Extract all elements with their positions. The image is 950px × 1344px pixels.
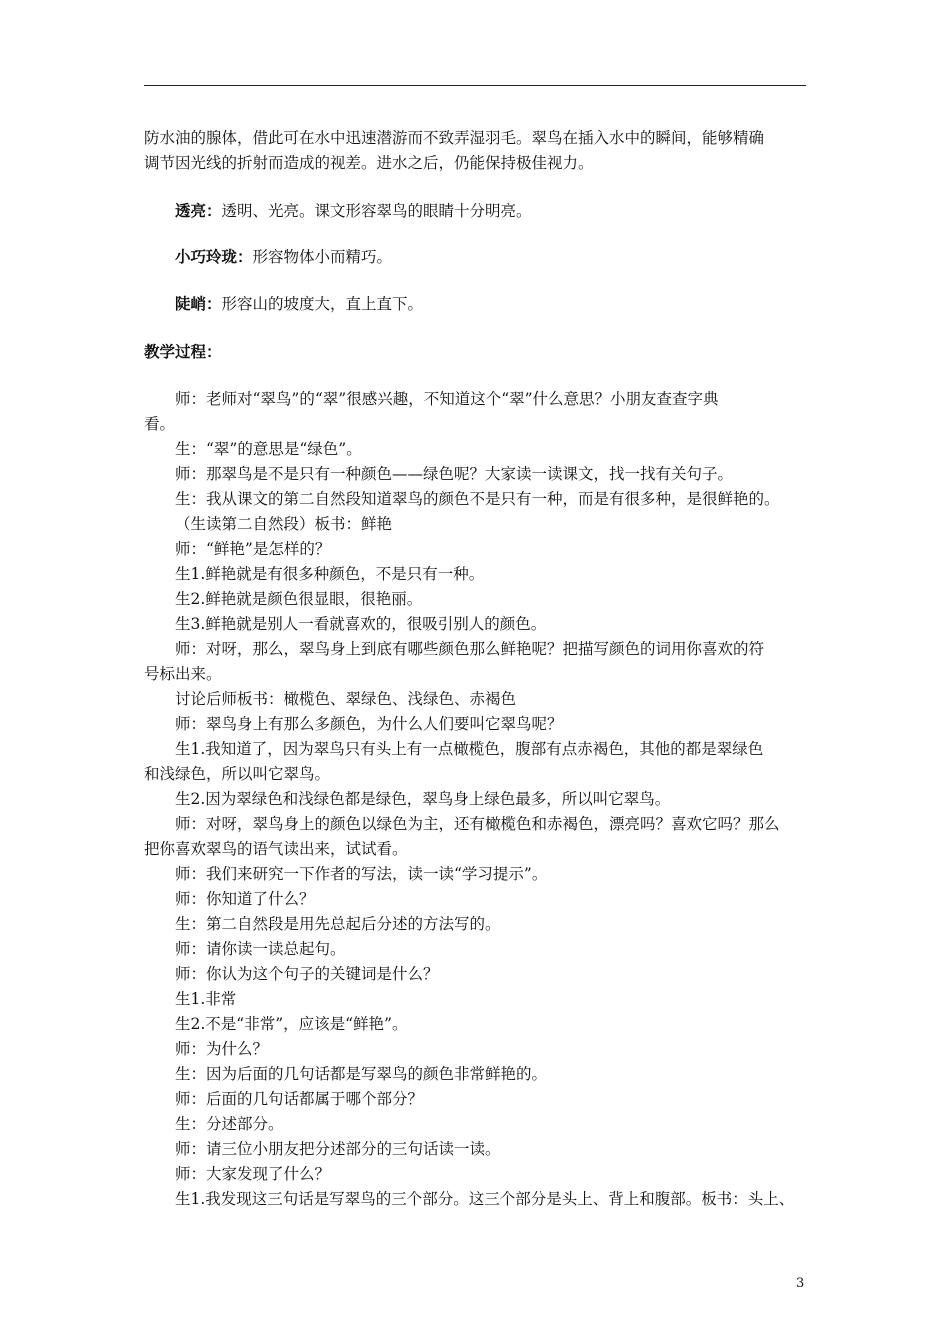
body-line: 生1.我发现这三句话是写翠鸟的三个部分。这三个部分是头上、背上和腹部。板书：头上、: [175, 1190, 795, 1208]
page-number: 3: [796, 1276, 805, 1291]
body-line: 师：后面的几句话都属于哪个部分？: [175, 1090, 424, 1108]
term-definition: 形容山的坡度大，直上直下。: [221, 295, 424, 313]
body-line: 师：你知道了什么？: [175, 890, 315, 908]
body-line: 师：为什么？: [175, 1040, 269, 1058]
body-line: 师：老师对“翠鸟”的“翠”很感兴趣，不知道这个“翠”什么意思？小朋友查查字典: [175, 390, 719, 408]
body-line: 生：我从课文的第二自然段知道翠鸟的颜色不是只有一种，而是有很多种，是很鲜艳的。: [175, 490, 780, 508]
term-definition: 透明、光亮。课文形容翠鸟的眼睛十分明亮。: [221, 202, 532, 220]
body-line: 师：“鲜艳”是怎样的？: [175, 540, 331, 558]
body-line: 师：大家发现了什么？: [175, 1165, 331, 1183]
body-line: 师：请三位小朋友把分述部分的三句话读一读。: [175, 1140, 501, 1158]
section-title: 教学过程：: [144, 342, 222, 361]
body-line: 师：那翠鸟是不是只有一种颜色——绿色呢？大家读一读课文，找一找有关句子。: [175, 465, 734, 483]
intro-line-2: 调节因光线的折射而造成的视差。进水之后，仍能保持极佳视力。: [144, 154, 594, 172]
body-line: 生3.鲜艳就是别人一看就喜欢的，很吸引别人的颜色。: [175, 615, 547, 633]
body-line: 师：对呀，那么，翠鸟身上到底有哪些颜色那么鲜艳呢？把描写颜色的词用你喜欢的符: [175, 640, 765, 658]
body-line: 生2.不是“非常”，应该是“鲜艳”。: [175, 1015, 408, 1033]
term-entry: [175, 247, 392, 267]
intro-line-1: 防水油的腺体，借此可在水中迅速潜游而不致弄湿羽毛。翠鸟在插入水中的瞬间，能够精确: [144, 129, 765, 147]
body-line: （生读第二自然段）板书：鲜艳: [175, 515, 393, 533]
body-line: 生：分述部分。: [175, 1115, 284, 1133]
body-line: 生：因为后面的几句话都是写翠鸟的颜色非常鲜艳的。: [175, 1065, 548, 1083]
term-definition: 形容物体小而精巧。: [252, 248, 393, 266]
header-rule: [144, 85, 806, 86]
term-entry: [175, 294, 423, 314]
body-line: 生：第二自然段是用先总起后分述的方法写的。: [175, 915, 501, 933]
body-line: 生2.鲜艳就是颜色很显眼，很艳丽。: [175, 590, 423, 608]
term-word: 透亮：: [175, 201, 222, 220]
term-word: 小巧玲珑：: [175, 247, 253, 266]
term-entry: [175, 201, 532, 221]
body-line: 看。: [144, 415, 176, 433]
body-line: 生1.鲜艳就是有很多种颜色，不是只有一种。: [175, 565, 485, 583]
term-word: 陡峭：: [175, 294, 222, 313]
body-line: 把你喜欢翠鸟的语气读出来，试试看。: [144, 840, 408, 858]
body-line: 生2.因为翠绿色和浅绿色都是绿色，翠鸟身上绿色最多，所以叫它翠鸟。: [175, 790, 671, 808]
body-line: 和浅绿色，所以叫它翠鸟。: [144, 765, 331, 783]
body-line: 生：“翠”的意思是“绿色”。: [175, 440, 362, 458]
body-line: 讨论后师板书：橄榄色、翠绿色、浅绿色、赤褐色: [175, 690, 517, 708]
body-line: 生1.我知道了，因为翠鸟只有头上有一点橄榄色，腹部有点赤褐色，其他的都是翠绿色: [175, 740, 764, 758]
body-line: 师：对呀，翠鸟身上的颜色以绿色为主，还有橄榄色和赤褐色，漂亮吗？喜欢它吗？那么: [175, 815, 780, 833]
body-line: 师：我们来研究一下作者的写法，读一读“学习提示”。: [175, 865, 548, 883]
body-line: 生1.非常: [175, 990, 237, 1008]
body-line: 师：请你读一读总起句。: [175, 940, 346, 958]
body-line: 号标出来。: [144, 665, 222, 683]
body-line: 师：翠鸟身上有那么多颜色，为什么人们要叫它翠鸟呢？: [175, 715, 563, 733]
body-line: 师：你认为这个句子的关键词是什么？: [175, 965, 439, 983]
